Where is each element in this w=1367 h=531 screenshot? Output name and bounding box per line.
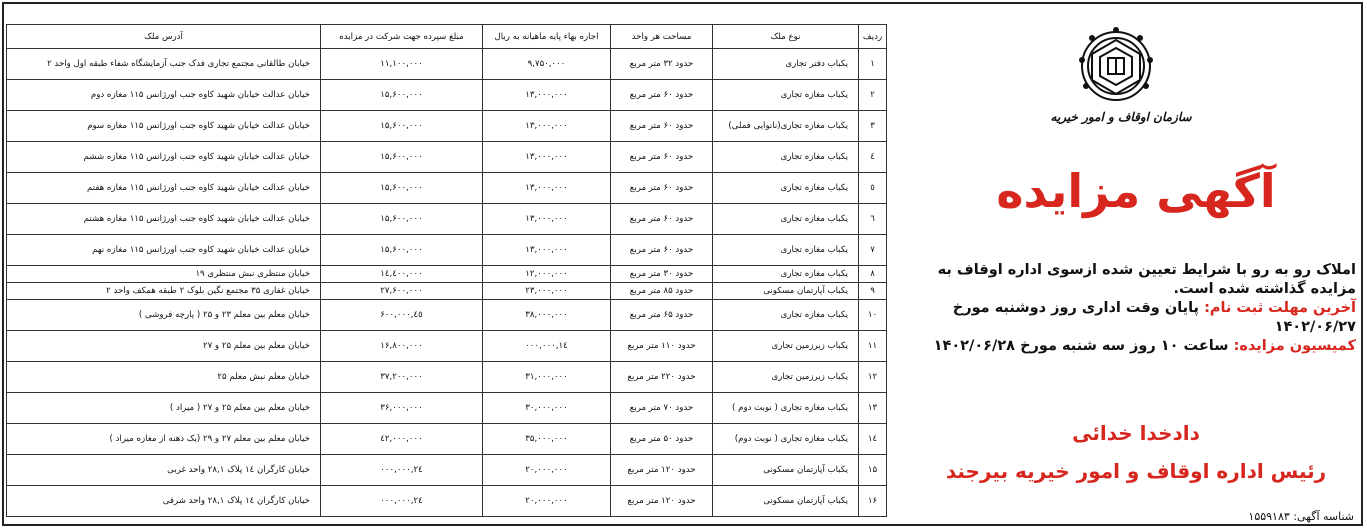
table-row — [7, 49, 887, 80]
commission-line — [926, 337, 1356, 356]
header-row-number: ردیف — [859, 25, 887, 49]
address-cell: خیابان معلم نبش معلم ۲۵ — [7, 362, 321, 393]
table-row — [7, 173, 887, 204]
base-rent-cell: ۳۰,۰۰۰,۰۰۰ — [483, 393, 611, 424]
property-type-cell: یکباب آپارتمان مسکونی — [713, 455, 859, 486]
property-type-cell: یکباب مغازه تجاری — [713, 235, 859, 266]
base-rent-cell: ۲۰,۰۰۰,۰۰۰ — [483, 486, 611, 517]
base-rent-cell: ۳۱,۰۰۰,۰۰۰ — [483, 362, 611, 393]
unit-area-cell: حدود ۶۰ متر مربع — [611, 80, 713, 111]
signature-block — [936, 414, 1336, 490]
property-type-cell: یکباب زیرزمین تجاری — [713, 362, 859, 393]
deposit-cell: ۱۵,۶۰۰,۰۰۰ — [321, 235, 483, 266]
row-number-cell: ۱۲ — [859, 362, 887, 393]
unit-area-cell: حدود ۷۰ متر مربع — [611, 393, 713, 424]
deposit-cell: ۱۵,۶۰۰,۰۰۰ — [321, 142, 483, 173]
base-rent-cell: ۲۳,۰۰۰,۰۰۰ — [483, 283, 611, 300]
address-cell: خیابان عدالت خیابان شهید کاوه جنب اورژانس ۱۱۵ مغازه ششم — [7, 142, 321, 173]
unit-area-cell: حدود ۳۲ متر مربع — [611, 49, 713, 80]
address-cell: خیابان غفاری ۳۵ مجتمع نگین بلوک ۲ طبقه همکف واحد ۲ — [7, 283, 321, 300]
table-row — [7, 283, 887, 300]
property-type-cell: یکباب مغازه تجاری ( نوبت دوم ) — [713, 393, 859, 424]
row-number-cell: ٤ — [859, 142, 887, 173]
property-table — [6, 24, 886, 517]
deposit-cell: ٤۲,۰۰۰,۰۰۰ — [321, 424, 483, 455]
property-type-cell: یکباب دفتر تجاری — [713, 49, 859, 80]
base-rent-cell: ۳۸,۰۰۰,۰۰۰ — [483, 300, 611, 331]
deposit-cell: ۱۱,۱۰۰,۰۰۰ — [321, 49, 483, 80]
row-number-cell: ۹ — [859, 283, 887, 300]
unit-area-cell: حدود ۲۲۰ متر مربع — [611, 362, 713, 393]
base-rent-cell: ۱۲,۰۰۰,۰۰۰ — [483, 266, 611, 283]
unit-area-cell: حدود ۳۰ متر مربع — [611, 266, 713, 283]
unit-area-cell: حدود ۶۰ متر مربع — [611, 204, 713, 235]
row-number-cell: ۱٤ — [859, 424, 887, 455]
row-number-cell: ۷ — [859, 235, 887, 266]
auction-headline: آگهی مزایده — [996, 164, 1276, 218]
table-row — [7, 266, 887, 283]
base-rent-cell: ۹,۷۵۰,۰۰۰ — [483, 49, 611, 80]
row-number-cell: ۲ — [859, 80, 887, 111]
base-rent-cell: ۱۳,۰۰۰,۰۰۰ — [483, 204, 611, 235]
row-number-cell: ۱۰ — [859, 300, 887, 331]
address-cell: خیابان منتظری نبش منتظری ۱۹ — [7, 266, 321, 283]
address-cell: خیابان معلم بین معلم ۲۵ و ۲۷ ( میراد ) — [7, 393, 321, 424]
table-row — [7, 204, 887, 235]
property-type-cell: یکباب مغازه تجاری — [713, 300, 859, 331]
address-cell: خیابان معلم بین معلم ۲۷ و ۲۹ (یک دهنه از مغازه میراد ) — [7, 424, 321, 455]
base-rent-cell: ۱٤,۰۰۰,۰۰۰ — [483, 331, 611, 362]
address-cell: خیابان معلم بین معلم ۲۵ و ۲۷ — [7, 331, 321, 362]
property-type-cell: یکباب آپارتمان مسکونی — [713, 486, 859, 517]
base-rent-cell: ۱۳,۰۰۰,۰۰۰ — [483, 142, 611, 173]
address-cell: خیابان معلم بین معلم ۲۳ و ۲۵ ( پارچه فروشی ) — [7, 300, 321, 331]
property-type-cell: یکباب مغازه تجاری — [713, 173, 859, 204]
row-number-cell: ٥ — [859, 173, 887, 204]
deposit-cell: ۱۵,۶۰۰,۰۰۰ — [321, 204, 483, 235]
deposit-cell: ۱۵,۶۰۰,۰۰۰ — [321, 111, 483, 142]
unit-area-cell: حدود ۱۱۰ متر مربع — [611, 331, 713, 362]
signer-title: رئیس اداره اوقاف و امور خیریه بیرجند — [945, 459, 1327, 483]
property-type-cell: یکباب مغازه تجاری — [713, 142, 859, 173]
deadline-line — [926, 299, 1356, 337]
header-property-type: نوع ملک — [713, 25, 859, 49]
property-type-cell: یکباب مغازه تجاری(نانوایی فملی) — [713, 111, 859, 142]
address-cell: خیابان عدالت خیابان شهید کاوه جنب اورژانس ۱۱۵ مغازه دوم — [7, 80, 321, 111]
deposit-cell: ۱۵,۶۰۰,۰۰۰ — [321, 80, 483, 111]
deposit-cell: ۱۵,۶۰۰,۰۰۰ — [321, 173, 483, 204]
base-rent-cell: ۱۳,۰۰۰,۰۰۰ — [483, 111, 611, 142]
row-number-cell: ۳ — [859, 111, 887, 142]
row-number-cell: ۱۶ — [859, 486, 887, 517]
address-cell: خیابان عدالت خیابان شهید کاوه جنب اورژانس ۱۱۵ مغازه هشتم — [7, 204, 321, 235]
row-number-cell: ۱ — [859, 49, 887, 80]
unit-area-cell: حدود ۶۰ متر مربع — [611, 173, 713, 204]
row-number-cell: ٦ — [859, 204, 887, 235]
unit-area-cell: حدود ۶۵ متر مربع — [611, 300, 713, 331]
table-header-row — [7, 25, 887, 49]
table-row — [7, 455, 887, 486]
table-row — [7, 235, 887, 266]
commission-text: ساعت ۱۰ روز سه شنبه مورخ ۱۴۰۲/۰۶/۲۸ — [933, 338, 1229, 354]
commission-label: کمیسیون مزایده: — [1233, 338, 1356, 354]
deposit-cell: ۳۶,۰۰۰,۰۰۰ — [321, 393, 483, 424]
base-rent-cell: ۳۵,۰۰۰,۰۰۰ — [483, 424, 611, 455]
deposit-cell: ۱۶,۸۰۰,۰۰۰ — [321, 331, 483, 362]
table-row — [7, 300, 887, 331]
address-cell: خیابان عدالت خیابان شهید کاوه جنب اورژانس ۱۱۵ مغازه نهم — [7, 235, 321, 266]
deadline-label: آخرین مهلت ثبت نام: — [1204, 300, 1356, 316]
base-rent-cell: ۱۳,۰۰۰,۰۰۰ — [483, 173, 611, 204]
unit-area-cell: حدود ۱۲۰ متر مربع — [611, 455, 713, 486]
address-cell: خیابان کارگران ۱٤ پلاک ۲۸,۱ واحد غربی — [7, 455, 321, 486]
base-rent-cell: ۲۰,۰۰۰,۰۰۰ — [483, 455, 611, 486]
deposit-cell: ۲٤,۰۰۰,۰۰۰ — [321, 455, 483, 486]
table-row — [7, 331, 887, 362]
header-deposit: مبلغ سپرده جهت شرکت در مزایده — [321, 25, 483, 49]
ad-identifier: شناسه آگهی: ۱۵۵۹۱۸۳ — [1248, 510, 1354, 523]
address-cell: خیابان طالقانی مجتمع تجاری فدک جنب آزمایشگاه شفاء طبقه اول واحد ۲ — [7, 49, 321, 80]
deposit-cell: ۲۷,۶۰۰,۰۰۰ — [321, 283, 483, 300]
address-cell: خیابان کارگران ۱٤ پلاک ۲۸,۱ واحد شرقی — [7, 486, 321, 517]
unit-area-cell: حدود ۶۰ متر مربع — [611, 142, 713, 173]
deposit-cell: ۲٤,۰۰۰,۰۰۰ — [321, 486, 483, 517]
row-number-cell: ۱۵ — [859, 455, 887, 486]
header-unit-area: مساحت هر واحد — [611, 25, 713, 49]
unit-area-cell: حدود ۶۰ متر مربع — [611, 235, 713, 266]
row-number-cell: ۸ — [859, 266, 887, 283]
unit-area-cell: حدود ۶۰ متر مربع — [611, 111, 713, 142]
table-row — [7, 393, 887, 424]
property-type-cell: یکباب مغازه تجاری ( نوبت دوم) — [713, 424, 859, 455]
table-row — [7, 486, 887, 517]
header-base-rent: اجاره بهاء پایه ماهیانه به ریال — [483, 25, 611, 49]
table-row — [7, 111, 887, 142]
signer-name: دادخدا خدائی — [1072, 421, 1200, 445]
address-cell: خیابان عدالت خیابان شهید کاوه جنب اورژانس ۱۱۵ مغازه سوم — [7, 111, 321, 142]
deadline-text: پایان وقت اداری روز دوشنبه مورخ ۱۴۰۲/۰۶/۲۷ — [952, 300, 1356, 335]
table-row — [7, 424, 887, 455]
deposit-cell: ۱٤,٤۰۰,۰۰۰ — [321, 266, 483, 283]
announcement-panel — [896, 24, 1360, 524]
base-rent-cell: ۱۳,۰۰۰,۰۰۰ — [483, 235, 611, 266]
property-type-cell: یکباب آپارتمان مسکونی — [713, 283, 859, 300]
address-cell: خیابان عدالت خیابان شهید کاوه جنب اورژانس ۱۱۵ مغازه هفتم — [7, 173, 321, 204]
property-type-cell: یکباب مغازه تجاری — [713, 80, 859, 111]
property-type-cell: یکباب زیرزمین تجاری — [713, 331, 859, 362]
table-row — [7, 142, 887, 173]
property-type-cell: یکباب مغازه تجاری — [713, 266, 859, 283]
property-type-cell: یکباب مغازه تجاری — [713, 204, 859, 235]
table-row — [7, 362, 887, 393]
base-rent-cell: ۱۳,۰۰۰,۰۰۰ — [483, 80, 611, 111]
row-number-cell: ۱۳ — [859, 393, 887, 424]
intro-text: املاک رو به رو با شرایط تعیین شده ازسوی اداره اوقاف به مزایده گذاشته شده است. — [937, 262, 1356, 297]
header-address: آدرس ملک — [7, 25, 321, 49]
deposit-cell: ۳۷,۲۰۰,۰۰۰ — [321, 362, 483, 393]
unit-area-cell: حدود ۸۵ متر مربع — [611, 283, 713, 300]
table-row — [7, 80, 887, 111]
row-number-cell: ۱۱ — [859, 331, 887, 362]
announcement-details — [926, 261, 1356, 356]
deposit-cell: ٤٥,۶۰۰,۰۰۰ — [321, 300, 483, 331]
unit-area-cell: حدود ۵۰ متر مربع — [611, 424, 713, 455]
unit-area-cell: حدود ۱۲۰ متر مربع — [611, 486, 713, 517]
organization-name: سازمان اوقاف و امور خیریه — [1050, 110, 1192, 124]
